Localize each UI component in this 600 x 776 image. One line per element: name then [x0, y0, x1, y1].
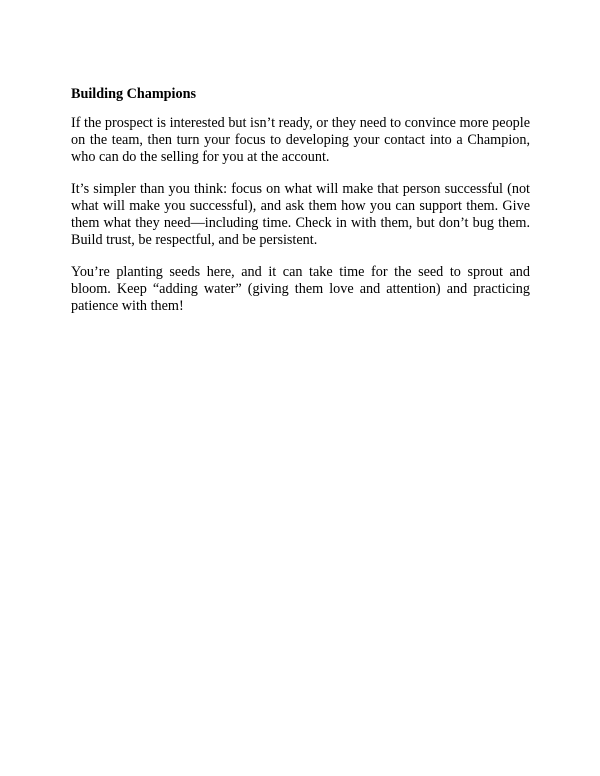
paragraph-patience: You’re planting seeds here, and it can take time for the seed to sprout and bloom. Keep “adding water” (giving them love and attention) and practicing patience with them!: [71, 264, 530, 314]
paragraph-support-advice: It’s simpler than you think: focus on what will make that person successful (not what will make you successful), and ask them how you can support them. Give them what they need—including time. Check in with them, but don’t bug them. Build trust, be respectful, and be persistent.: [71, 181, 530, 248]
document-body: [71, 86, 530, 330]
section-heading: Building Champions: [71, 86, 196, 102]
paragraph-champion-intro: If the prospect is interested but isn’t ready, or they need to convince more people on the team, then turn your focus to developing your contact into a Champion, who can do the selling for you at the account.: [71, 115, 530, 165]
